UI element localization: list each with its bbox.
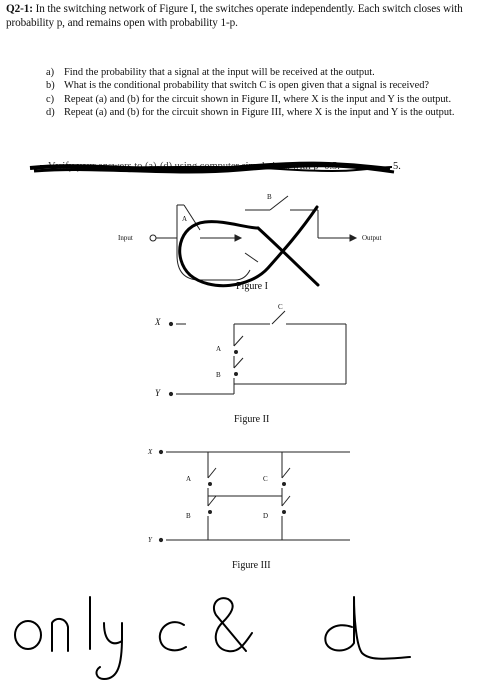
figure2-y-label: Y [155, 388, 161, 398]
figure3-caption: Figure III [232, 560, 271, 571]
figure3-x-terminal [159, 450, 162, 453]
figure2-switch-c [272, 311, 285, 324]
sub-question-text: Repeat (a) and (b) for the circuit shown in Figure II, where X is the input and Y is the output. [64, 93, 452, 105]
figure3-y-label: Y [148, 536, 152, 544]
figure3-x-label: X [148, 448, 153, 456]
figure3-switch-c [282, 468, 290, 478]
sub-question-text: Repeat (a) and (b) for the circuit shown in Figure III, where X is the input and Y is the output. [64, 107, 455, 119]
sub-question-letter: b) [46, 80, 55, 92]
figure3-switch-b-label: B [186, 512, 191, 520]
figure1-input-terminal [150, 235, 156, 241]
sub-question-letter: c) [46, 93, 55, 105]
question-text: In the switching network of Figure I, the switches operate independently. Each switch closes with probability p, and remains open with probability 1-p. [6, 3, 463, 29]
figure1-switch-a-label: A [182, 215, 188, 223]
figure2-diagram [169, 311, 346, 396]
figure3-switch-b [208, 496, 216, 506]
question-number: Q2-1 [6, 3, 30, 15]
figure2-caption: Figure II [234, 414, 270, 425]
handwritten-note-text: only c & d [0, 575, 5, 576]
figure3-switch-c-label: C [263, 475, 268, 483]
figure2-y-terminal [169, 392, 172, 395]
figure2-switch-b [234, 358, 243, 368]
figure2-switch-c-label: C [278, 303, 283, 311]
sub-question-text: Find the probability that a signal at the input will be received at the output. [64, 67, 375, 78]
handwritten-note [0, 575, 479, 700]
figure3-switch-a-label: A [186, 475, 192, 483]
question-header: Q2-1: In the switching network of Figure I, the switches operate independently. Each switch closes with probability p, and remains open with probability 1-p. [6, 3, 463, 29]
struck-line-text: Verify your answers to (a)-(d) using computer simulations with p=0.5. [48, 161, 340, 172]
figure1-output-label: Output [362, 234, 382, 242]
figure1-input-label: Input [118, 234, 133, 242]
figure1-switch-b [270, 196, 288, 210]
figure3-y-terminal [159, 538, 162, 541]
sub-question-letter: a) [46, 67, 55, 78]
figure2-x-terminal [169, 322, 172, 325]
figure3-switch-a [208, 468, 216, 478]
figure2-switch-a-label: A [216, 345, 222, 353]
figure3-switch-d-label: D [263, 512, 269, 520]
figure1-handdrawn-x [180, 207, 318, 286]
figure2-switch-a [234, 336, 243, 346]
sub-question-letter: d) [46, 107, 55, 119]
figure3-switch-d [282, 496, 290, 506]
figure1-switch-c [245, 253, 258, 262]
sub-question-text: What is the conditional probability that switch C is open given that a signal is received? [64, 80, 430, 92]
figure3-diagram [159, 450, 350, 541]
figure2-switch-b-label: B [216, 371, 221, 379]
struck-line-tail: 5. [393, 161, 401, 172]
figure1-switch-b-label: B [267, 193, 272, 201]
figure2-x-label: X [155, 317, 161, 327]
figure1-caption: Figure I [236, 281, 268, 292]
